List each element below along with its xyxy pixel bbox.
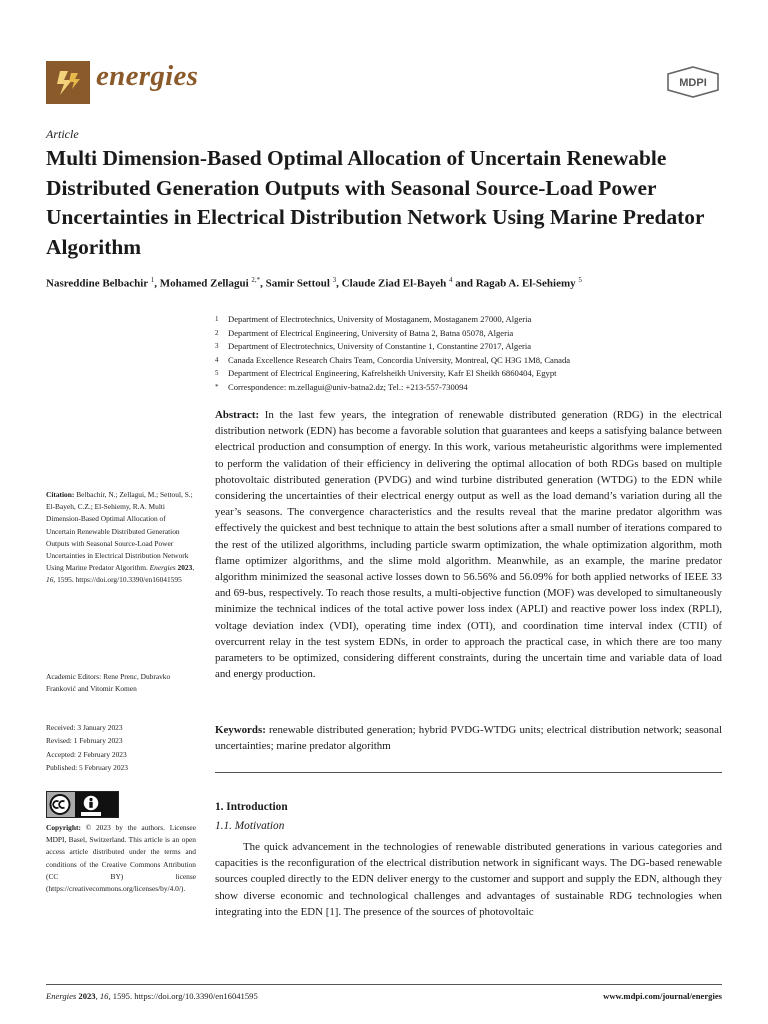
date-published: Published: 5 February 2023 (46, 763, 128, 773)
article-title: Multi Dimension-Based Optimal Allocation of Uncertain Renewable Distributed Generation Outputs with Seasonal Source-Load Power Uncertainties in Electrical Distribution Network Using Marine Predator Algorithm (46, 146, 705, 259)
section-divider (215, 772, 722, 773)
citation-year: 2023 (177, 563, 193, 573)
affiliation-item (215, 327, 735, 341)
correspondence-text[interactable]: Correspondence: m.zellagui@univ-batna2.dz; Tel.: +213-557-730094 (228, 381, 468, 392)
mdpi-logo-icon[interactable] (666, 66, 720, 98)
affiliation-item (215, 367, 735, 381)
cc-by-icon[interactable] (46, 791, 119, 818)
author-name[interactable]: Claude Ziad El-Bayeh (341, 277, 447, 290)
footer-divider (46, 984, 722, 985)
intro-paragraph: The quick advancement in the technologies of renewable distributed generations in various categories and capacities is the reconfiguration of the electrical distribution network in significant ways. The DG-based renewable sources coupled directly to the EDN deliver energy to the customer and support and supply the EDN, although they show diverse economic and technological challenges and advantages of sustainable RDG technologies when integrating into the EDN [1]. The presence of the sources of photovoltaic (215, 841, 722, 918)
author-list (46, 276, 746, 290)
copyright-label: Copyright: (46, 823, 81, 832)
article-type: Article (46, 127, 79, 141)
academic-editors (46, 671, 196, 695)
date-accepted: Accepted: 2 February 2023 (46, 749, 127, 759)
citation-volume: 16 (46, 575, 54, 585)
author-affil: 5 (578, 276, 582, 284)
citation-block: Citation: Belbachir, N.; Zellagui, M.; Settoul, S.; El-Bayeh, C.Z.; El-Sehiemy, R.A. Multi Dimension-Based Optimal Allocation of Uncertain Renewable Distributed Generation Outputs with Seasonal Source-Load Power Uncertainties in Electrical Distribution Network Using Marine Predator Algorithm. Energies 2023, 16, 1595. https://doi.org/10.3390/en16041595 (46, 490, 195, 585)
author-separator: and (452, 277, 476, 290)
author-affil: 1 (150, 276, 155, 284)
affiliation-text: Department of Electrotechnics, University of Constantine 1, Constantine 27017, Algeria (228, 341, 532, 352)
date-received: Received: 3 January 2023 (46, 723, 123, 732)
affiliation-number: 2 (215, 328, 219, 337)
footer-volume: 16 (99, 991, 109, 1001)
affiliation-number: 4 (215, 355, 219, 364)
citation-text: Belbachir, N.; Zellagui, M.; Settoul, S.; El-Bayeh, C.Z.; El-Sehiemy, R.A. Multi Dimension-Based Optimal Allocation of Uncertain Renewable Distributed Generation Outputs with Seasonal Source-Load Power Uncertainties in Electrical Distribution Network Using Marine Predator Algorithm. (46, 490, 193, 573)
abstract-label: Abstract: (215, 409, 260, 421)
author-name[interactable]: Mohamed Zellagui (159, 277, 249, 290)
keywords-text: renewable distributed generation; hybrid PVDG-WTDG units; electrical distribution network; seasonal uncertainties; marine predator algorithm (215, 724, 722, 753)
author-affil: 2,* (251, 276, 261, 284)
affiliation-item (215, 340, 735, 354)
affiliation-text: Department of Electrical Engineering, University of Batna 2, Batna 05078, Algeria (228, 327, 514, 338)
affiliation-number: 1 (215, 315, 219, 323)
citation-label: Citation: (46, 490, 75, 499)
abstract (215, 407, 722, 682)
affiliation-number: 5 (215, 369, 219, 378)
date-revised: Revised: 1 February 2023 (46, 736, 123, 746)
abstract-text: In the last few years, the integration of renewable distributed generation (RDG) in the electrical distribution network (EDN) has become a favorable solution that guarantees and keeps a satisfying balance between electrical production and consumption of energy. In this work, various metaheuristic algorithms were implemented to perform the validation of their efficiency in delivering the optimal allocation of both RDGs based on multiple photovoltaic distributed generation (PVDG) and wind turbine distributed generation (WTDG) to the EDN while considering the uncertainties of their electrical energy output as well as the load demand’s variation during all the year’s seasons. The convergence characteristics and the results reveal that the marine predator algorithm was effectively the quickest and best technique to attain the best solutions after a small number of iterations compared to the rest of the utilized algorithms, including particle swarm optimization, the whale optimization algorithm, moth flame optimizer algorithms, and the slime mold algorithm. Meanwhile, as an example, the marine predator algorithm minimized the seasonal active losses down to 56.56% and 56.09% for both applied networks of IEEE 33 and 69-bus, respectively. To reach those results, a multi-objective function (MOF) was developed to simultaneously minimize the technical indices of the total active power loss index (APLI) and reactive power loss index (RPLI), voltage deviation index (VDI), operating time index (OTI), and coordination time interval index (CTII) of overcurrent relay in the test system EDNs, in order to approach the practical case, in which there are too many parameters to be optimized, considering different constraints, during the uncertain time and variable data of load and energy production. (215, 409, 722, 681)
section-heading: 1. Introduction (215, 801, 288, 813)
footer-journal: Energies (46, 991, 77, 1001)
affiliation-text: Department of Electrotechnics, University of Mostaganem, Mostaganem 27000, Algeria (228, 314, 532, 324)
author-separator: , (336, 277, 342, 290)
citation-journal: Energies (149, 563, 176, 573)
copyright-notice (46, 822, 196, 895)
affiliation-text: Canada Excellence Research Chairs Team, Concordia University, Montreal, QC H3G 1M8, Canada (228, 354, 571, 365)
journal-logo-icon (46, 61, 90, 104)
footer-doi-link[interactable]: , 1595. https://doi.org/10.3390/en16041595 (108, 991, 258, 1001)
editors-label: Academic Editors: (46, 672, 102, 681)
footer-citation: Energies 2023, 16, 1595. https://doi.org/10.3390/en16041595 (46, 991, 258, 1001)
editors-text: Rene Prenc, Dubravko Franković and Vitomir Komen (46, 672, 171, 694)
author-affil: 3 (332, 276, 337, 284)
author-separator: , (260, 277, 266, 290)
author-affil: 4 (448, 276, 453, 284)
journal-name[interactable]: energies (96, 60, 199, 92)
affiliation-number: * (215, 382, 219, 391)
author-separator: , (154, 277, 160, 290)
keywords (215, 722, 722, 754)
correspondence (215, 381, 735, 395)
affiliation-item (215, 313, 735, 327)
affiliation-item (215, 354, 735, 368)
keywords-label: Keywords: (215, 724, 266, 736)
author-name[interactable]: Ragab A. El-Sehiemy (475, 277, 576, 290)
author-name[interactable]: Nasreddine Belbachir (46, 277, 148, 290)
footer-journal-url[interactable]: www.mdpi.com/journal/energies (603, 991, 722, 1001)
affiliation-number: 3 (215, 342, 219, 351)
mdpi-logo-text: MDPI (679, 77, 707, 89)
publication-dates (46, 721, 196, 775)
subsection-heading: 1.1. Motivation (215, 820, 285, 832)
citation-doi[interactable]: , 1595. https://doi.org/10.3390/en16041595 (53, 575, 182, 585)
copyright-text: © 2023 by the authors. Licensee MDPI, Basel, Switzerland. This article is an open access article distributed under the terms and conditions of the Creative Commons Attribution (CC BY) license (https://creativecommons.org/licenses/by/4.0/). (46, 823, 196, 894)
affiliation-text: Department of Electrical Engineering, Kafrelsheikh University, Kafr El Sheikh 6860404, Egypt (228, 368, 557, 379)
author-name[interactable]: Samir Settoul (265, 277, 330, 290)
affiliation-list (215, 313, 735, 395)
footer-year: 2023 (78, 991, 96, 1001)
